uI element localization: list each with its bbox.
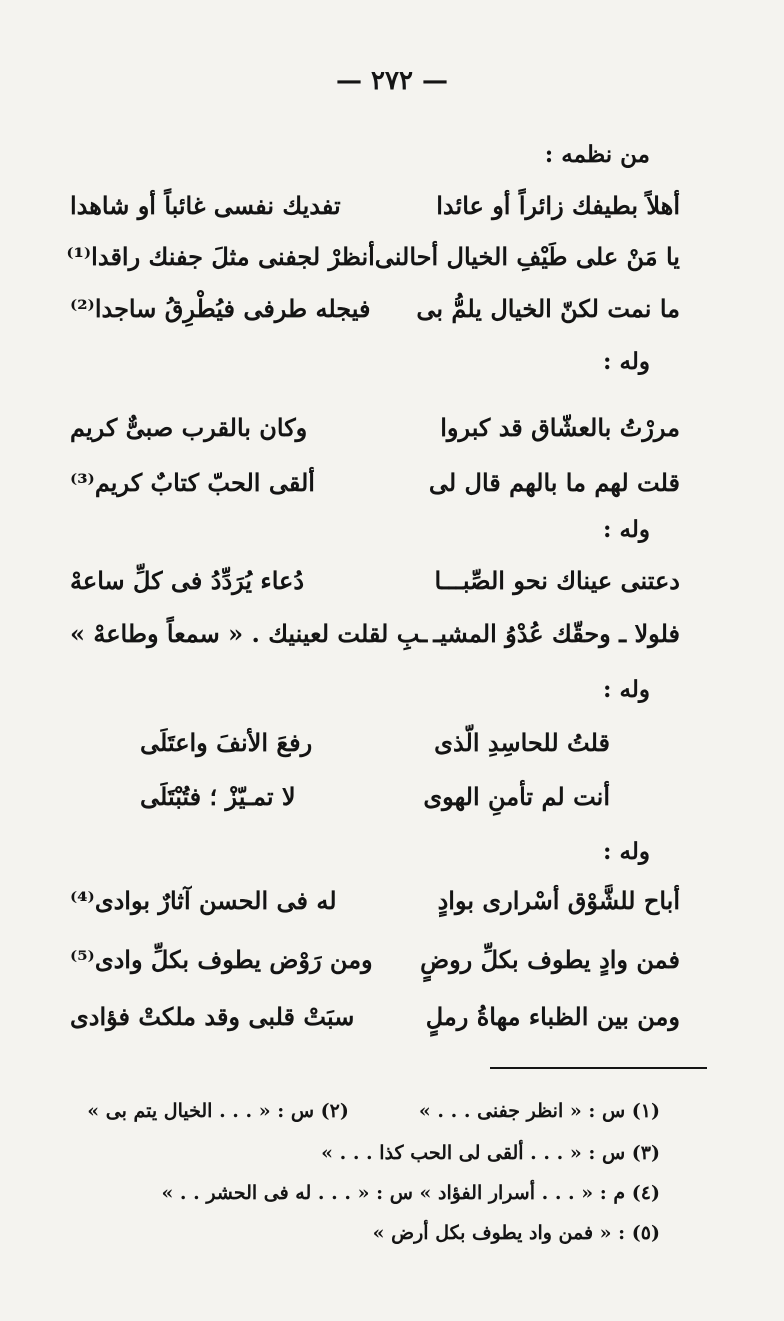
verse-line	[140, 718, 610, 766]
footnote-text: (١) س : « انظر جفنى . . . »	[418, 1100, 660, 1122]
verse-second-hemistich: فيجله طرفى فيُطْرِقُ ساجدا⁽²⁾	[70, 293, 371, 323]
footnote-text: (٥) : « فمن واد يطوف بكل أرض »	[372, 1222, 660, 1244]
verse-first-hemistich: أباح للشَّوْق أسْرارى بوادٍ	[437, 885, 680, 915]
verse-first-hemistich: قلتُ للحاسِدِ الّذى	[434, 727, 610, 757]
footnote-text: (٤) م : « . . . أسرار الفؤاد » س : « . . . له فى الحشر . . »	[161, 1182, 660, 1204]
footnote-text: (٣) س : « . . . ألقى لى الحب كذا . . . »	[321, 1142, 660, 1164]
section-heading: وله :	[603, 838, 650, 865]
verse-first-hemistich: أهلاً بطيفك زائراً أو عائدا	[436, 190, 680, 220]
verse-second-hemistich: ومن رَوْض يطوف بكلِّ وادى⁽⁵⁾	[70, 944, 373, 974]
verse-first-hemistich: فلولا ـ وحقّك عُدْوُ المشيـ	[433, 618, 680, 648]
verse-first-hemistich: يا مَنْ على طَيْفِ الخيال أحالنى	[374, 241, 680, 271]
verse-second-hemistich: ألقى الحبّ كتابٌ كريم⁽³⁾	[70, 467, 315, 497]
section-heading: وله :	[603, 516, 650, 543]
footnote-text: (٢) س : « . . . الخيال يتم بى »	[87, 1100, 349, 1122]
verse-line	[70, 992, 680, 1040]
verse-second-hemistich: دُعاء يُرَدِّدُ فى كلِّ ساعهْ	[70, 565, 305, 595]
section-heading: وله :	[603, 676, 650, 703]
footnote-line	[373, 1222, 660, 1244]
verse-first-hemistich: دعتنى عيناك نحو الصِّبـــا	[434, 565, 680, 595]
verse-line	[70, 876, 680, 924]
verse-first-hemistich: مررْتُ بالعشّاق قد كبروا	[440, 412, 680, 442]
verse-second-hemistich: لا تمـيّزْ ؛ فتُبْتَلَى	[140, 781, 296, 811]
verse-first-hemistich: أنت لم تأمنِ الهوى	[423, 781, 610, 811]
verse-second-hemistich: وكان بالقرب صبىٌّ كريم	[70, 412, 308, 442]
verse-second-hemistich: رفعَ الأنفَ واعتَلَى	[140, 727, 313, 757]
verse-line	[70, 458, 680, 506]
verse-second-hemistich: أنظرْ لجفنى مثلَ جفنك راقدا⁽¹⁾	[66, 241, 375, 271]
verse-second-hemistich: ـبِ لقلت لعينيك . « سمعاً وطاعهْ »	[70, 618, 428, 648]
verse-first-hemistich: ومن بين الظباء مهاةُ رملٍ	[425, 1001, 680, 1031]
section-heading: من نظمه :	[544, 141, 650, 168]
verse-first-hemistich: ما نمت لكنّ الخيال يلمُّ بى	[416, 293, 680, 323]
page-number: — ٢٧٢ —	[335, 66, 449, 96]
verse-second-hemistich: تفديك نفسى غائباً أو شاهدا	[70, 190, 341, 220]
verse-first-hemistich: فمن وادٍ يطوف بكلِّ روضٍ	[420, 944, 680, 974]
verse-line	[70, 284, 680, 332]
verse-line	[66, 232, 680, 280]
verse-line	[70, 556, 680, 604]
verse-second-hemistich: له فى الحسن آثارٌ بوادى⁽⁴⁾	[70, 885, 337, 915]
verse-line	[70, 609, 680, 657]
verse-line	[70, 403, 680, 451]
verse-line	[140, 772, 610, 820]
footnote-divider	[490, 1067, 707, 1069]
verse-line	[70, 181, 680, 229]
section-heading: وله :	[603, 348, 650, 375]
verse-line	[70, 935, 680, 983]
footnote-line	[321, 1142, 660, 1164]
footnote-line	[87, 1100, 660, 1122]
footnote-line	[161, 1182, 660, 1204]
verse-second-hemistich: سبَتْ قلبى وقد ملكتْ فؤادى	[70, 1001, 355, 1031]
verse-first-hemistich: قلت لهم ما بالهم قال لى	[428, 467, 680, 497]
